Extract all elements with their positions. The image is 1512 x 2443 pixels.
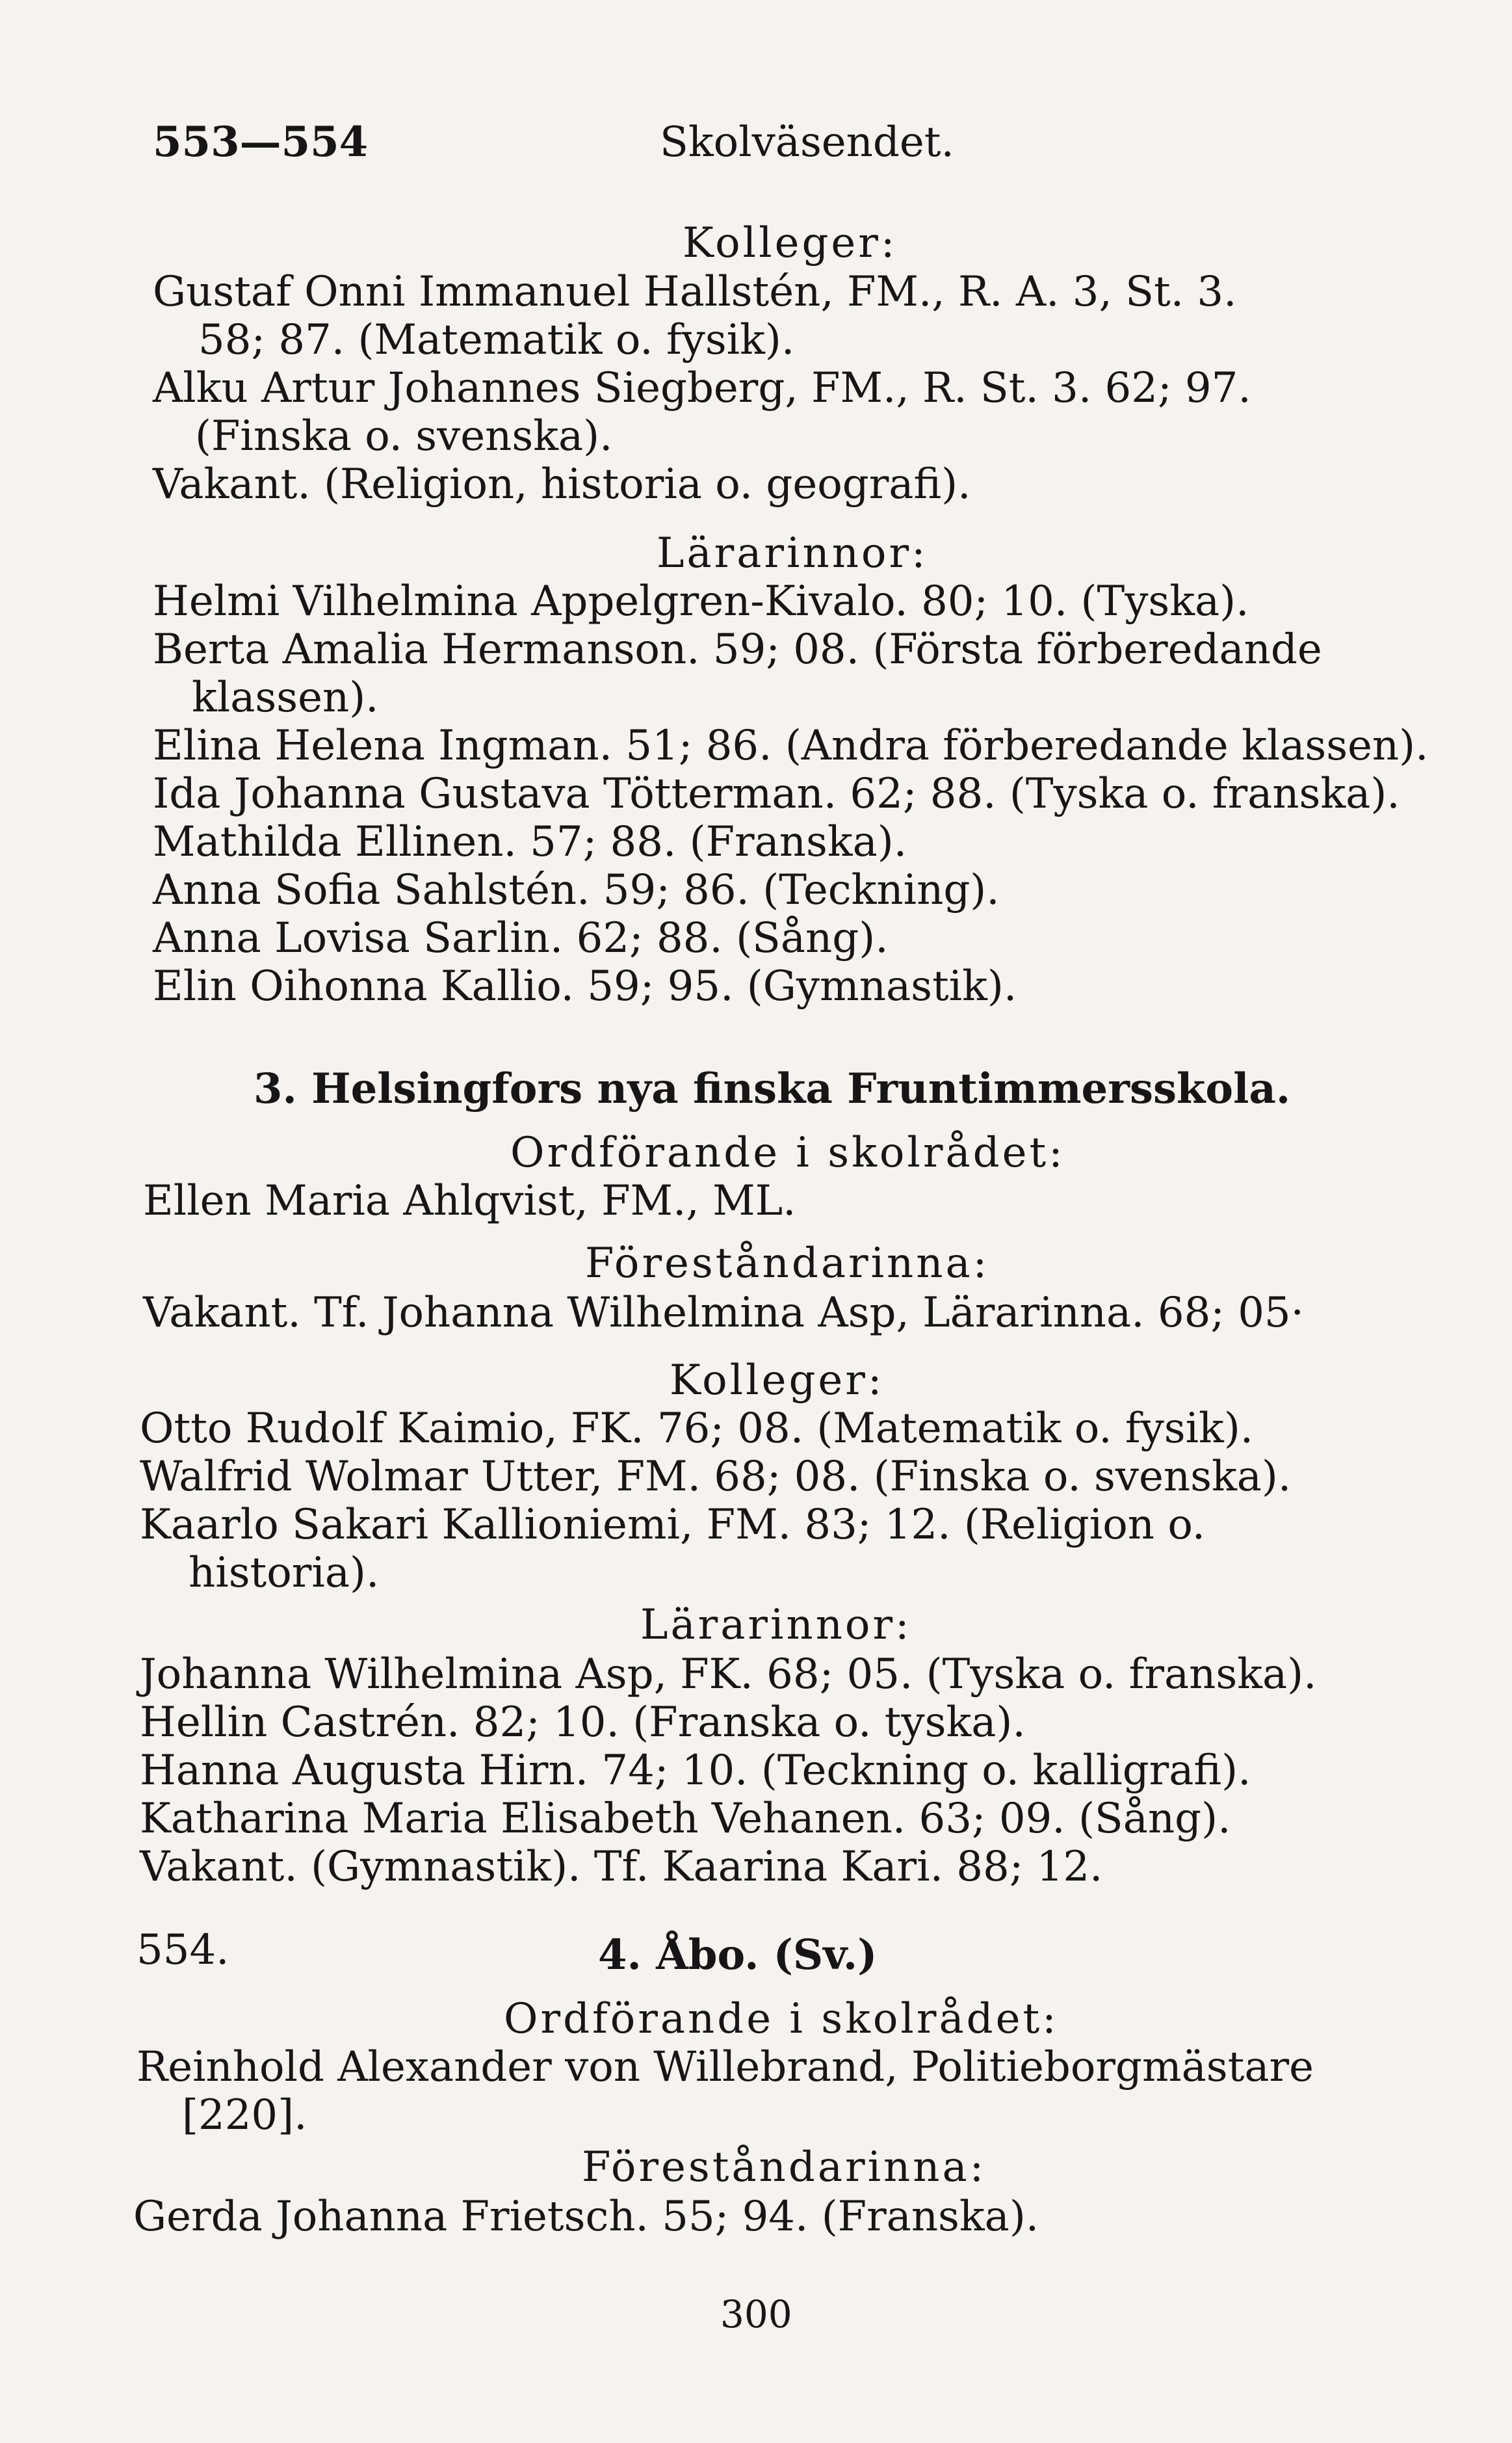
text-line: (Finska o. svenska).	[195, 412, 613, 460]
text-line: Kaarlo Sakari Kallioniemi, FM. 83; 12. (Religion o.	[140, 1501, 1206, 1549]
text-line: Katharina Maria Elisabeth Vehanen. 63; 09. (Sång).	[140, 1795, 1231, 1843]
text-line: Mathilda Ellinen. 57; 88. (Franska).	[153, 818, 907, 866]
text-line: Vakant. Tf. Johanna Wilhelmina Asp, Lärarinna. 68; 05·	[143, 1289, 1304, 1337]
text-line: Ellen Maria Ahlqvist, FM., ML.	[143, 1177, 796, 1225]
text-line: Gerda Johanna Frietsch. 55; 94. (Franska).	[133, 2193, 1039, 2241]
margin-number: 554.	[137, 1926, 229, 1974]
section-heading-kolleger: Kolleger:	[670, 1356, 885, 1405]
text-line: Elin Oihonna Kallio. 59; 95. (Gymnastik).	[153, 962, 1017, 1010]
text-line: Anna Lovisa Sarlin. 62; 88. (Sång).	[153, 914, 889, 962]
section-heading-lararinnor: Lärarinnor:	[657, 529, 928, 577]
section-heading-kolleger: Kolleger:	[683, 219, 898, 267]
text-line: Johanna Wilhelmina Asp, FK. 68; 05. (Tyska o. franska).	[140, 1650, 1317, 1698]
section-heading-ordforande: Ordförande i skolrådet:	[504, 1995, 1059, 2043]
text-line: klassen).	[192, 674, 379, 722]
text-line: Vakant. (Gymnastik). Tf. Kaarina Kari. 88; 12.	[140, 1843, 1103, 1891]
text-line: Reinhold Alexander von Willebrand, Politieborgmästare	[137, 2043, 1314, 2091]
text-line: Elina Helena Ingman. 51; 86. (Andra förberedande klassen).	[153, 722, 1429, 770]
running-title: Skolväsendet.	[660, 118, 954, 166]
section-title: 4. Åbo. (Sv.)	[598, 1931, 878, 1979]
text-line: Anna Sofia Sahlstén. 59; 86. (Teckning).	[153, 866, 1000, 914]
text-line: Berta Amalia Hermanson. 59; 08. (Första förberedande	[153, 626, 1322, 674]
page-number: 300	[720, 2292, 792, 2336]
section-heading-forestandarinna: Föreståndarinna:	[582, 2143, 987, 2191]
text-line: Vakant. (Religion, historia o. geografi).	[153, 460, 971, 508]
text-line: Gustaf Onni Immanuel Hallstén, FM., R. A. 3, St. 3.	[153, 268, 1237, 316]
text-line: Walfrid Wolmar Utter, FM. 68; 08. (Finska o. svenska).	[140, 1453, 1292, 1501]
text-line: Hellin Castrén. 82; 10. (Franska o. tyska).	[140, 1698, 1026, 1747]
text-line: historia).	[189, 1549, 380, 1597]
text-line: Hanna Augusta Hirn. 74; 10. (Teckning o. kalligrafi).	[140, 1747, 1251, 1795]
text-line: Alku Artur Johannes Siegberg, FM., R. St. 3. 62; 97.	[153, 364, 1251, 412]
section-title: 3. Helsingfors nya finska Fruntimmersskola.	[254, 1064, 1291, 1113]
section-heading-forestandarinna: Föreståndarinna:	[585, 1239, 990, 1288]
text-line: 58; 87. (Matematik o. fysik).	[198, 316, 795, 364]
text-line: Otto Rudolf Kaimio, FK. 76; 08. (Matematik o. fysik).	[140, 1405, 1254, 1453]
section-heading-ordforande: Ordförande i skolrådet:	[510, 1129, 1065, 1177]
text-line: Ida Johanna Gustava Tötterman. 62; 88. (Tyska o. franska).	[153, 770, 1400, 818]
page-range: 553—554	[153, 118, 369, 166]
text-line: [220].	[182, 2091, 307, 2139]
section-heading-lararinnor: Lärarinnor:	[640, 1601, 912, 1649]
text-line: Helmi Vilhelmina Appelgren-Kivalo. 80; 10. (Tyska).	[153, 577, 1249, 626]
